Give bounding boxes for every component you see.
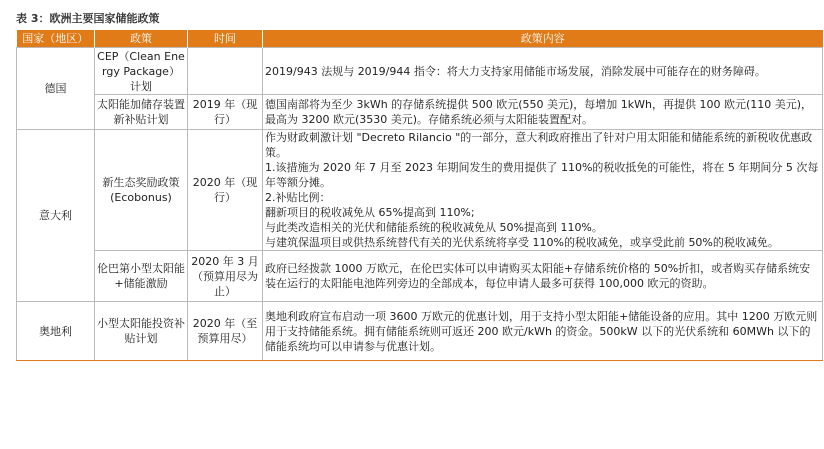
- content-cell: [263, 130, 823, 251]
- header-country: 国家（地区）: [17, 30, 95, 48]
- content-paragraph: 翻新项目的税收减免从 65%提高到 110%;: [265, 206, 475, 219]
- table-caption: 表 3：欧洲主要国家储能政策: [16, 12, 160, 25]
- content-paragraph: 2.补贴比例：: [265, 191, 331, 204]
- content-paragraph: 作为财政刺激计划 "Decreto Rilancio "的一部分，意大利政府推出了针对户用太阳能和储能系统的新税收优惠政策。: [265, 131, 813, 159]
- policy-cell: 新生态奖励政策(Ecobonus): [95, 130, 188, 251]
- content-paragraph: 与建筑保温项目或供热系统替代有关的光伏系统将享受 110%的税收减免，或享受此前 50%的税收减免。: [265, 236, 779, 249]
- table-header-row: [17, 30, 823, 48]
- content-cell: 奥地利政府宣布启动一项 3600 万欧元的优惠计划，用于支持小型太阳能+储能设备的应用。其中 1200 万欧元则用于支持储能系统。拥有储能系统则可返还 200 欧元/kWh 的资金。500kW 以下的光伏系统和 60MWh 以下的储能系统均可以申请参与优惠计划。: [263, 302, 823, 361]
- content-cell: 德国南部将为至少 3kWh 的存储系统提供 500 欧元(550 美元)，每增加 1kWh，再提供 100 欧元(110 美元)，最高为 3200 欧元(3530 美元)。存储系统必须与太阳能装置配对。: [263, 95, 823, 130]
- policy-cell: 伦巴第小型太阳能+储能激励: [95, 251, 188, 302]
- policy-cell: CEP（Clean Energy Package）计划: [95, 48, 188, 95]
- time-cell: 2019 年（现行）: [188, 95, 263, 130]
- time-cell: 2020 年（至预算用尽）: [188, 302, 263, 361]
- time-cell: [188, 48, 263, 95]
- content-cell: 政府已经拨款 1000 万欧元，在伦巴实体可以申请购买太阳能+存储系统价格的 50%折扣，或者购买存储系统安装在运行的太阳能电池阵列旁边的全部成本，每位申请人最多可获得 100,000 欧元的资助。: [263, 251, 823, 302]
- country-cell-italy: 意大利: [17, 130, 95, 302]
- country-cell-austria: 奥地利: [17, 302, 95, 361]
- table-row: [17, 130, 823, 251]
- table-row: [17, 251, 823, 302]
- policy-cell: 太阳能加储存装置新补贴计划: [95, 95, 188, 130]
- content-cell: 2019/943 法规与 2019/944 指令：将大力支持家用储能市场发展，消除发展中可能存在的财务障碍。: [263, 48, 823, 95]
- header-policy: 政策: [95, 30, 188, 48]
- content-paragraph: 1.该措施为 2020 年 7 月至 2023 年期间发生的费用提供了 110%的税收抵免的可能性，将在 5 年期间分 5 次每年等额分摊。: [265, 161, 819, 189]
- policy-cell: 小型太阳能投资补贴计划: [95, 302, 188, 361]
- time-cell: 2020 年（现行）: [188, 130, 263, 251]
- table-row: [17, 48, 823, 95]
- table-row: [17, 302, 823, 361]
- content-paragraph: 与此类改造相关的光伏和储能系统的税收减免从 50%提高到 110%。: [265, 221, 603, 234]
- time-cell: 2020 年 3 月（预算用尽为止）: [188, 251, 263, 302]
- header-time: 时间: [188, 30, 263, 48]
- country-cell-germany: 德国: [17, 48, 95, 130]
- policy-table: [16, 30, 823, 361]
- table-row: [17, 95, 823, 130]
- header-content: 政策内容: [263, 30, 823, 48]
